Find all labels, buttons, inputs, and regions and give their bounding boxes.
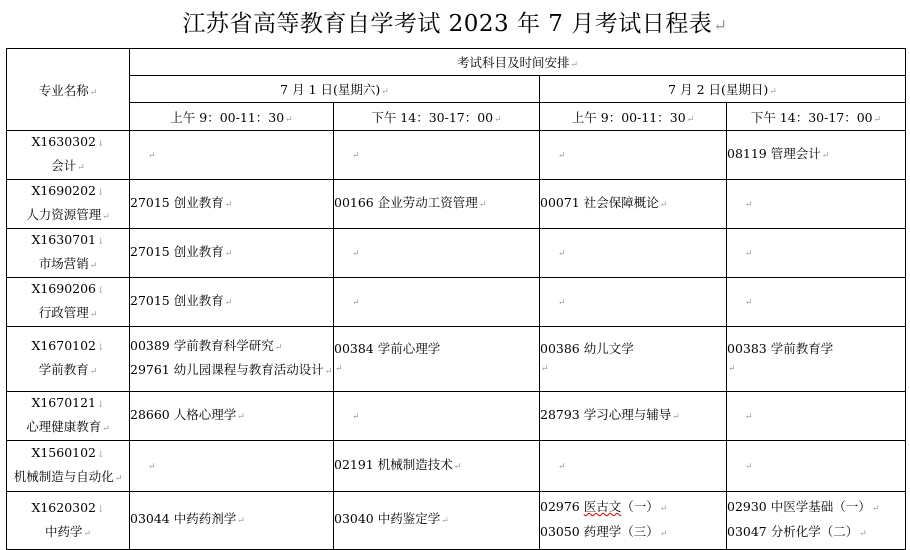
exam-cell-d2pm xyxy=(727,441,906,492)
empty-cell-mark: ↵ xyxy=(745,199,753,210)
empty-cell-mark: ↵ xyxy=(558,297,566,308)
exam-subject: 00384 学前心理学 xyxy=(334,340,441,356)
day-2-header: 7 月 2 日(星期日)↵ xyxy=(540,76,906,103)
major-cell xyxy=(7,441,130,492)
paragraph-mark: ↵ xyxy=(335,364,343,374)
major-cell xyxy=(7,180,130,229)
exam-subject: 29761 幼儿园课程与教育活动设计↵ xyxy=(130,362,333,377)
empty-cell-mark: ↵ xyxy=(745,411,753,422)
empty-cell-mark: ↵ xyxy=(352,248,360,259)
major-code: X1560102↓ xyxy=(31,445,105,460)
exam-cell-d2pm xyxy=(727,180,906,229)
major-cell xyxy=(7,327,130,392)
exam-cell-d1am xyxy=(130,278,334,327)
exam-cell-d2am xyxy=(540,327,727,392)
exam-subject: 00389 学前教育科学研究↵ xyxy=(130,337,283,353)
header-row-arrangement xyxy=(7,49,906,76)
day-1-pm-header: 下午 14：30-17：00↵ xyxy=(334,103,540,131)
exam-cell-d2pm xyxy=(727,327,906,392)
paragraph-mark: ↵ xyxy=(728,364,736,374)
major-header: 专业名称↵ xyxy=(7,49,130,131)
exam-subject: 27015 创业教育↵ xyxy=(130,194,233,210)
major-cell xyxy=(7,131,130,180)
major-name: 中药学↵ xyxy=(44,523,92,539)
header-row-sessions xyxy=(7,103,906,131)
major-name: 心理健康教育↵ xyxy=(26,419,110,434)
table-row xyxy=(7,180,906,229)
exam-cell-d1pm xyxy=(334,492,540,550)
major-cell xyxy=(7,392,130,441)
exam-cell-d2pm xyxy=(727,229,906,278)
major-code: X1670102↓ xyxy=(31,338,105,353)
major-cell xyxy=(7,229,130,278)
major-name: 机械制造与自动化↵ xyxy=(13,469,123,484)
exam-subject: 03047 分析化学（二）↵ xyxy=(727,523,867,539)
major-name: 会计↵ xyxy=(51,158,85,173)
exam-cell-d1am xyxy=(130,327,334,392)
arrangement-header: 考试科目及时间安排↵ xyxy=(130,49,906,76)
major-code: X1690202↓ xyxy=(31,183,105,198)
table-row xyxy=(7,229,906,278)
exam-subject: 00071 社会保障概论↵ xyxy=(540,194,668,210)
empty-cell-mark: ↵ xyxy=(352,297,360,308)
exam-subject: 02976 医古文（一）↵ xyxy=(540,499,668,514)
exam-subject: 02930 中医学基础（一）↵ xyxy=(727,499,880,514)
exam-cell-d2am xyxy=(540,131,727,180)
exam-cell-d1am xyxy=(130,131,334,180)
major-cell xyxy=(7,492,130,550)
exam-cell-d2am xyxy=(540,180,727,229)
exam-cell-d2am xyxy=(540,278,727,327)
paragraph-mark: ↵ xyxy=(541,364,549,374)
exam-subject: 27015 创业教育↵ xyxy=(130,292,233,308)
major-name: 学前教育↵ xyxy=(38,362,98,377)
exam-cell-d1pm xyxy=(334,441,540,492)
header-row-days xyxy=(7,76,906,103)
exam-cell-d1pm xyxy=(334,278,540,327)
exam-cell-d1pm xyxy=(334,327,540,392)
table-row xyxy=(7,492,906,550)
table-row xyxy=(7,131,906,180)
exam-cell-d1am xyxy=(130,392,334,441)
exam-cell-d1am xyxy=(130,441,334,492)
exam-cell-d1am xyxy=(130,492,334,550)
exam-cell-d2pm xyxy=(727,131,906,180)
major-code: X1630302↓ xyxy=(31,134,105,149)
exam-subject: 27015 创业教育↵ xyxy=(130,243,233,259)
exam-cell-d2am xyxy=(540,441,727,492)
empty-cell-mark: ↵ xyxy=(558,150,566,161)
exam-subject: 00383 学前教育学 xyxy=(727,340,834,356)
major-name: 人力资源管理↵ xyxy=(26,207,110,222)
exam-subject: 03044 中药药剂学↵ xyxy=(130,511,245,527)
major-code: X1620302↓ xyxy=(31,499,105,515)
empty-cell-mark: ↵ xyxy=(352,411,360,422)
table-row xyxy=(7,392,906,441)
empty-cell-mark: ↵ xyxy=(148,150,156,161)
empty-cell-mark: ↵ xyxy=(148,461,156,472)
exam-subject: 03040 中药鉴定学↵ xyxy=(334,511,449,527)
exam-cell-d1pm xyxy=(334,131,540,180)
exam-cell-d1am xyxy=(130,229,334,278)
exam-subject: 00166 企业劳动工资管理↵ xyxy=(334,194,487,210)
exam-subject: 03050 药理学（三）↵ xyxy=(540,523,668,539)
exam-cell-d2am xyxy=(540,492,727,550)
major-code: X1690206↓ xyxy=(31,281,105,296)
major-cell xyxy=(7,278,130,327)
exam-cell-d1pm xyxy=(334,229,540,278)
empty-cell-mark: ↵ xyxy=(558,248,566,259)
major-name: 市场营销↵ xyxy=(38,256,98,271)
empty-cell-mark: ↵ xyxy=(558,461,566,472)
exam-subject: 28793 学习心理与辅导↵ xyxy=(540,406,680,422)
day-1-header: 7 月 1 日(星期六)↵ xyxy=(130,76,540,103)
exam-subject: 00386 幼儿文学 xyxy=(540,340,634,356)
exam-cell-d2pm xyxy=(727,392,906,441)
exam-cell-d1am xyxy=(130,180,334,229)
paragraph-mark: ↵ xyxy=(713,16,728,35)
empty-cell-mark: ↵ xyxy=(745,461,753,472)
exam-cell-d2am xyxy=(540,229,727,278)
exam-subject: 28660 人格心理学↵ xyxy=(130,406,245,422)
exam-schedule-table xyxy=(6,48,906,550)
exam-cell-d2pm xyxy=(727,278,906,327)
empty-cell-mark: ↵ xyxy=(352,150,360,161)
exam-cell-d1pm xyxy=(334,180,540,229)
empty-cell-mark: ↵ xyxy=(745,248,753,259)
day-1-am-header: 上午 9：00-11：30↵ xyxy=(130,103,334,131)
empty-cell-mark: ↵ xyxy=(745,297,753,308)
major-name: 行政管理↵ xyxy=(38,305,98,320)
exam-cell-d2am xyxy=(540,392,727,441)
exam-subject: 02191 机械制造技术↵ xyxy=(334,456,462,472)
major-code: X1630701↓ xyxy=(31,232,105,247)
table-row xyxy=(7,278,906,327)
day-2-am-header: 上午 9：00-11：30↵ xyxy=(540,103,727,131)
major-code: X1670121↓ xyxy=(31,395,105,410)
table-row xyxy=(7,441,906,492)
day-2-pm-header: 下午 14：30-17：00↵ xyxy=(727,103,906,131)
exam-cell-d1pm xyxy=(334,392,540,441)
table-row xyxy=(7,327,906,392)
exam-cell-d2pm xyxy=(727,492,906,550)
exam-subject: 08119 管理会计↵ xyxy=(727,145,830,161)
page-title: 江苏省高等教育自学考试 2023 年 7 月考试日程表↵ xyxy=(182,11,728,37)
